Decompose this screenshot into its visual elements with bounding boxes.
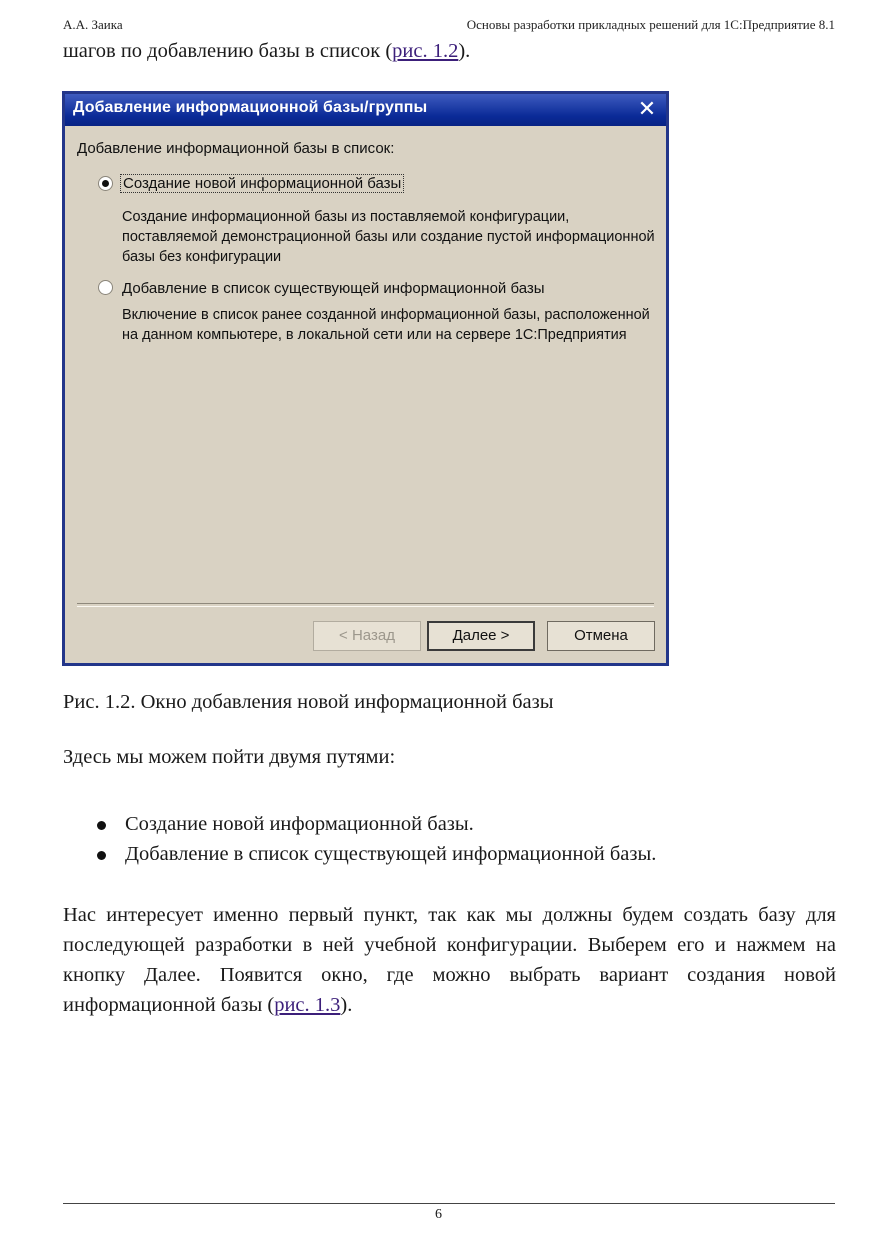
list-item-text: Добавление в список существующей информационной базы. — [125, 843, 657, 865]
figure-caption: Рис. 1.2. Окно добавления новой информационной базы — [63, 691, 554, 713]
body-text: Нас интересует именно первый пункт, так как мы должны будем создать базу для последующей разработки в ней учебной конфигурации. Выберем его и нажмем на кнопку Далее. Появится окно, где можно выбрать вариант создания новой информационной базы ( — [63, 904, 836, 1016]
bullet-list — [63, 809, 656, 869]
next-button[interactable]: Далее > — [427, 621, 535, 651]
dialog-separator — [77, 603, 654, 607]
list-item — [63, 839, 656, 869]
cancel-button[interactable]: Отмена — [547, 621, 655, 651]
option-add-existing-description: Включение в список ранее созданной информационной базы, расположенной на данном компьютере, в локальной сети или на сервере 1С:Предприятия — [122, 307, 650, 343]
dialog-prompt: Добавление информационной базы в список: — [77, 140, 395, 157]
intro-text: Здесь мы можем пойти двумя путями: — [63, 746, 396, 768]
footer-divider — [63, 1203, 835, 1204]
body-paragraph — [63, 900, 836, 1020]
dialog-titlebar[interactable] — [65, 94, 666, 126]
body-after: ). — [340, 994, 353, 1016]
radio-create-new[interactable] — [98, 176, 113, 191]
dialog-window — [62, 91, 669, 666]
figure-link-1-2[interactable]: рис. 1.2 — [392, 40, 459, 62]
bullet-icon — [97, 821, 106, 830]
figure-link-1-3[interactable]: рис. 1.3 — [274, 994, 341, 1016]
lead-text: шагов по добавлению базы в список ( — [63, 40, 393, 62]
back-button[interactable]: < Назад — [313, 621, 421, 651]
page-number: 6 — [435, 1207, 442, 1222]
radio-add-existing[interactable] — [98, 280, 113, 295]
option-create-new-label[interactable]: Создание новой информационной базы — [120, 174, 404, 193]
lead-paragraph — [63, 36, 836, 66]
lead-after: ). — [458, 40, 471, 62]
dialog-title: Добавление информационной базы/группы — [73, 99, 428, 116]
list-item — [63, 809, 656, 839]
list-item-text: Создание новой информационной базы. — [125, 813, 474, 835]
option-add-existing-label[interactable]: Добавление в список существующей информационной базы — [122, 280, 545, 297]
running-header-title: Основы разработки прикладных решений для 1С:Предприятие 8.1 — [466, 17, 835, 32]
close-icon[interactable]: ✕ — [637, 96, 657, 121]
running-header-author: А.А. Заика — [63, 17, 123, 32]
option-create-new-description: Создание информационной базы из поставляемой конфигурации, поставляемой демонстрационной базы или создание пустой информационной базы без конфигурации — [122, 209, 655, 265]
bullet-icon — [97, 851, 106, 860]
